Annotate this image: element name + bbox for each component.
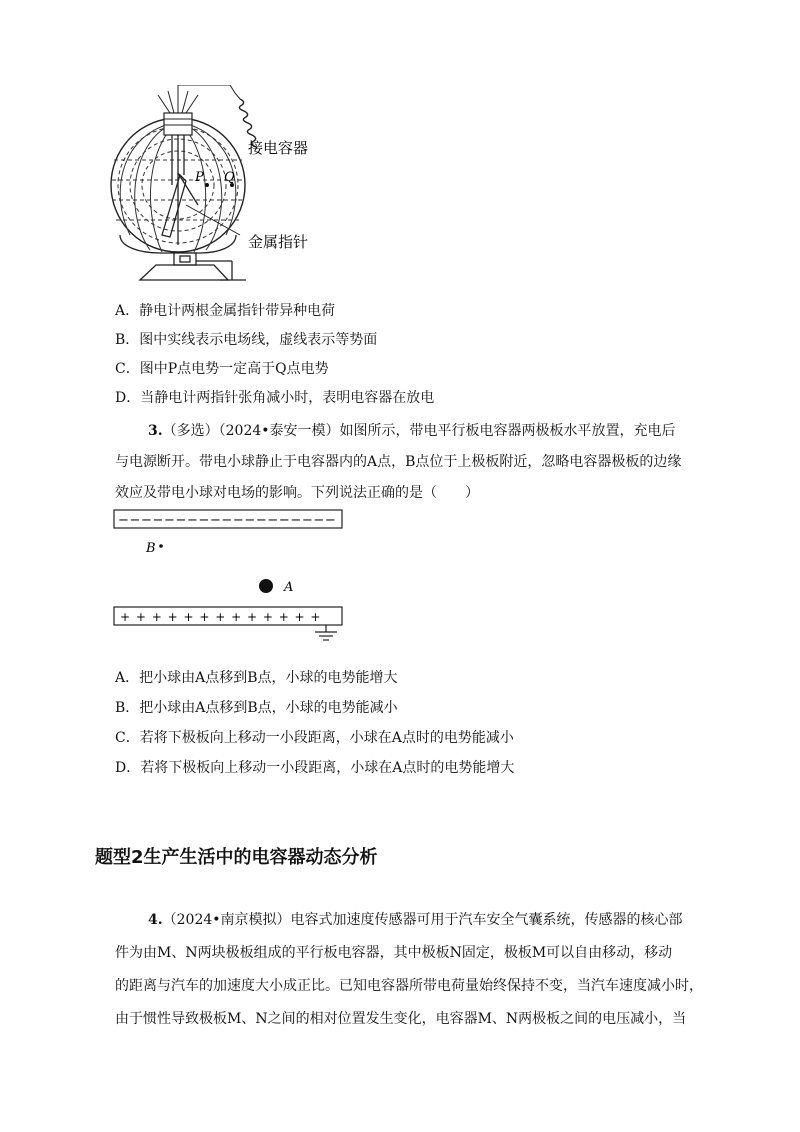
- label-metal-needle: 金属指针: [248, 233, 309, 251]
- q3-option-c: C．若将下极板向上移动一小段距离，小球在A点时的电势能减小: [115, 730, 514, 746]
- q4-line3: 的距离与汽车的加速度大小成正比。已知电容器所带电荷量始终保持不变，当汽车速度减小时，: [115, 978, 703, 994]
- top-plate-charges: −−−−−−−−−−−−−−−−−−−: [118, 513, 337, 528]
- q2-option-b: B．图中实线表示电场线，虚线表示等势面: [115, 332, 378, 348]
- charged-ball: [259, 579, 273, 593]
- label-a: A: [284, 580, 294, 595]
- q4-line1: 4.（2024•南京模拟）电容式加速度传感器可用于汽车安全气囊系统，传感器的核心部: [148, 912, 683, 928]
- label-q: Q: [224, 170, 235, 185]
- label-connect-capacitor: 接电容器: [248, 139, 309, 157]
- label-p: P: [195, 170, 204, 185]
- top-wires: [158, 85, 240, 113]
- q2-option-d: D．当静电计两指针张角减小时，表明电容器在放电: [115, 390, 435, 406]
- q4-line4: 由于惯性导致极板M、N之间的相对位置发生变化，电容器M、N两极板之间的电压减小，当: [115, 1011, 687, 1027]
- q2-option-a: A．静电计两根金属指针带异种电荷: [115, 303, 336, 319]
- label-b: B: [146, 541, 156, 556]
- q3-stem-line1: 3.（多选）（2024•泰安一模）如图所示，带电平行板电容器两极板水平放置，充电后: [148, 423, 676, 439]
- capacitor-figure: [112, 508, 352, 648]
- point-p: [205, 183, 209, 187]
- q3-stem-line2: 与电源断开。带电小球静止于电容器内的A点，B点位于上极板附近，忽略电容器极板的边缘: [115, 454, 682, 470]
- q2-option-c: C．图中P点电势一定高于Q点电势: [115, 361, 329, 377]
- insulator-cap: [164, 113, 192, 135]
- q3-number: 3.: [148, 423, 163, 439]
- q4-number: 4.: [148, 912, 163, 928]
- q3-option-d: D．若将下极板向上移动一小段距离，小球在A点时的电势能增大: [115, 760, 515, 776]
- q3-option-b: B．把小球由A点移到B点，小球的电势能减小: [115, 700, 398, 716]
- electroscope-figure: [100, 85, 330, 290]
- q4-line2: 件为由M、N两块极板组成的平行板电容器，其中极板N固定，极板M可以自由移动，移动: [115, 945, 673, 961]
- section-title: 题型2生产生活中的电容器动态分析: [95, 847, 378, 868]
- bottom-plate-charges: + + + + + + + + + + + + +: [120, 610, 322, 624]
- electroscope-base: [120, 235, 246, 280]
- point-b: [159, 544, 163, 548]
- q3-stem-line3: 效应及带电小球对电场的影响。下列说法正确的是（ ）: [115, 485, 479, 501]
- ground-icon: [315, 625, 337, 640]
- q3-option-a: A．把小球由A点移到B点，小球的电势能增大: [115, 670, 398, 686]
